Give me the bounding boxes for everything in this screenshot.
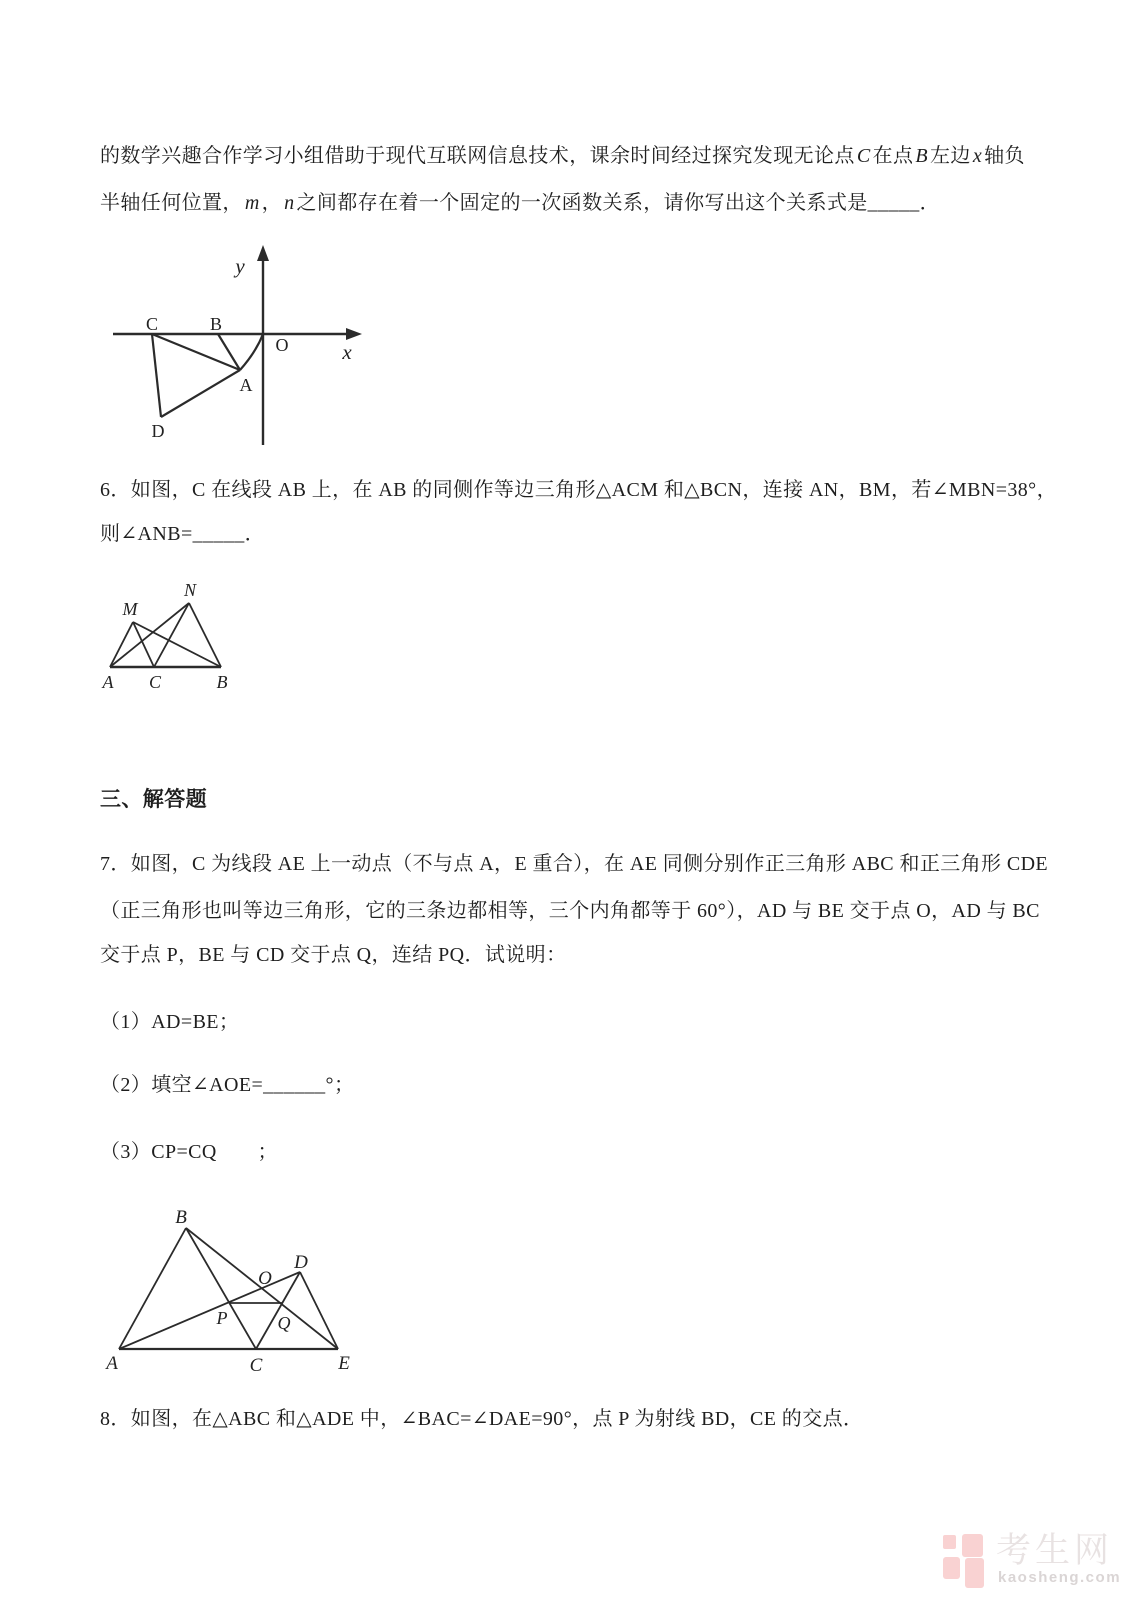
segment-CA	[152, 334, 240, 370]
intro-text: 左边	[930, 145, 971, 167]
intro-text: ，	[261, 192, 283, 214]
question-7-line-1: 7．如图，C 为线段 AE 上一动点（不与点 A，E 重合），在 AE 同侧分别作正三角形 ABC 和正三角形 CDE	[100, 853, 1049, 875]
point-label-A: A	[106, 1353, 118, 1374]
point-label-B: B	[175, 1207, 187, 1228]
question-7-sub-2: （2）填空∠AOE=______°；	[100, 1074, 355, 1096]
fig-triangles-acm-bcn	[95, 573, 245, 701]
intro-text: 的数学兴趣合作学习小组借助于现代互联网信息技术，课余时间经过探究发现无论点	[100, 145, 855, 167]
var-n: n	[284, 192, 295, 214]
point-label-B: B	[209, 314, 223, 334]
segment-AD	[119, 1272, 300, 1349]
segment-MC	[133, 622, 154, 667]
segment-AB	[119, 1228, 186, 1349]
fig-coordinate-plane	[100, 243, 370, 448]
segment-DE	[300, 1272, 338, 1349]
watermark	[938, 1528, 1131, 1598]
point-label-C: C	[249, 1355, 263, 1376]
question-7-sub-1: （1）AD=BE；	[100, 1011, 240, 1033]
segment-MB	[133, 622, 221, 667]
point-label-O: O	[258, 1268, 272, 1289]
intro-text: ．	[919, 192, 941, 214]
point-label-O: O	[275, 335, 289, 355]
segment-CD	[152, 334, 161, 417]
kaosheng-logo-icon	[938, 1528, 994, 1598]
point-label-M: M	[122, 599, 138, 619]
question-7-sub-3: （3）CP=CQ ；	[100, 1141, 278, 1163]
var-x: x	[972, 145, 983, 167]
point-label-C: C	[145, 314, 159, 334]
logo-block	[962, 1534, 983, 1557]
intro-line-2	[100, 190, 940, 216]
point-label-D: D	[151, 421, 165, 441]
fig-triangles-abc-cde	[85, 1185, 405, 1380]
segment-BC	[186, 1228, 256, 1349]
var-c: C	[856, 145, 871, 167]
question-6-line-1: 6．如图，C 在线段 AB 上，在 AB 的同侧作等边三角形△ACM 和△BCN，连接 AN，BM，若∠MBN=38°，	[100, 479, 1057, 501]
logo-block	[943, 1557, 960, 1579]
point-label-Q: Q	[277, 1313, 291, 1333]
point-label-B: B	[216, 672, 228, 692]
intro-text: 在点	[872, 145, 914, 167]
segment-NB	[189, 603, 221, 667]
logo-block	[965, 1558, 984, 1588]
question-7-line-2: （正三角形也叫等边三角形，它的三条边都相等，三个内角都等于 60°），AD 与 BE 交于点 O，AD 与 BC	[100, 900, 1040, 922]
point-label-D: D	[294, 1252, 308, 1273]
intro-text: 轴负	[984, 145, 1025, 167]
axis-label-x: x	[342, 340, 352, 364]
intro-line-1	[100, 143, 1025, 169]
y-axis-arrow-icon	[257, 245, 269, 261]
segment-DA	[161, 370, 240, 417]
answer-blank: _____	[867, 192, 920, 214]
section-3-heading: 三、解答题	[100, 787, 207, 811]
var-m: m	[244, 192, 260, 214]
watermark-brand: 考生网	[996, 1531, 1114, 1570]
question-7-line-3: 交于点 P，BE 与 CD 交于点 Q，连结 PQ．试说明：	[100, 944, 567, 966]
point-label-A: A	[239, 375, 253, 395]
var-b: B	[915, 145, 928, 167]
point-label-A: A	[102, 672, 114, 692]
segment-AO	[240, 334, 263, 370]
point-label-C: C	[148, 672, 162, 692]
segment-AM	[110, 622, 133, 667]
point-label-N: N	[183, 580, 197, 600]
axis-label-y: y	[235, 254, 245, 278]
point-label-P: P	[216, 1308, 228, 1328]
point-label-E: E	[338, 1353, 350, 1374]
intro-text: 之间都存在着一个固定的一次函数关系，请你写出这个关系式是	[296, 192, 868, 214]
question-8-line-1: 8．如图，在△ABC 和△ADE 中，∠BAC=∠DAE=90°，点 P 为射线 BD，CE 的交点．	[100, 1408, 864, 1430]
intro-text: 半轴任何位置，	[100, 192, 243, 214]
logo-block	[943, 1535, 956, 1549]
x-axis-arrow-icon	[346, 328, 362, 340]
question-6-line-2: 则∠ANB=_____．	[100, 523, 266, 545]
watermark-domain: kaosheng.com	[998, 1569, 1122, 1586]
